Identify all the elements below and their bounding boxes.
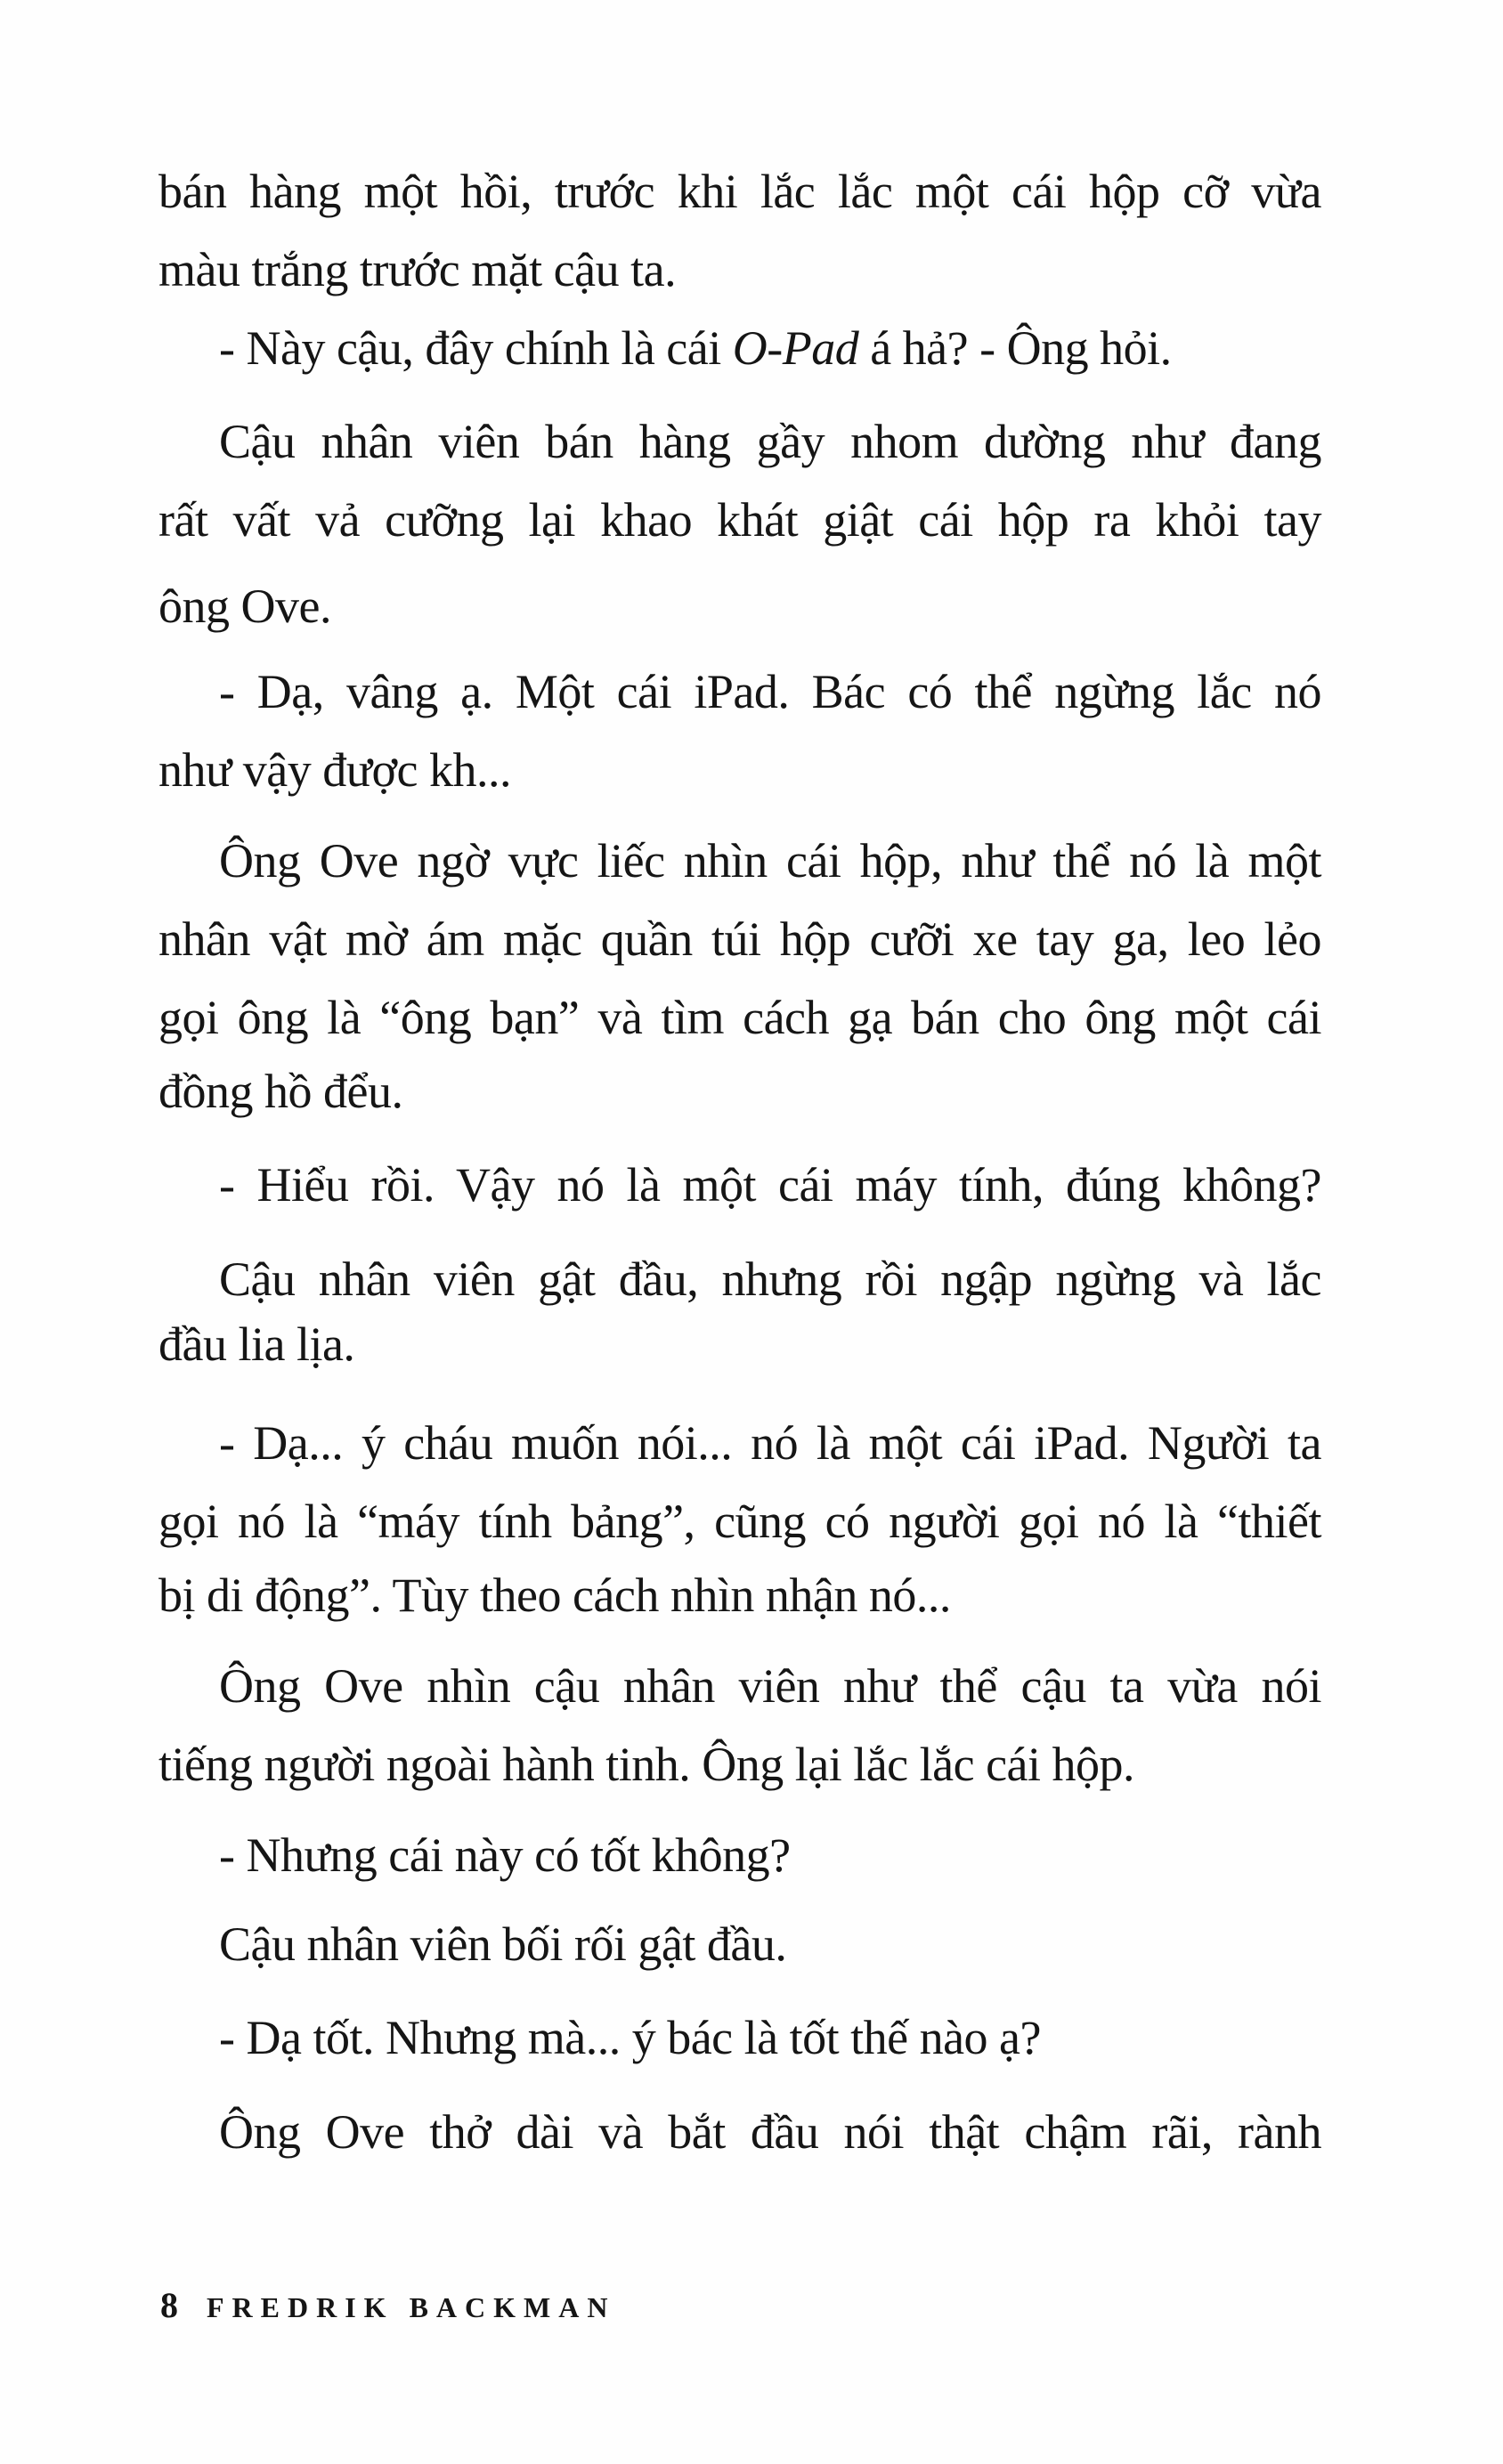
running-author: FREDRIK BACKMAN (207, 2291, 616, 2323)
text-segment: - Hiểu rồi. Vậy nó là một cái máy tính, đúng không? (219, 1158, 1321, 1212)
text-line (158, 739, 1321, 801)
text-line (219, 1655, 1321, 1717)
text-segment: á hả? - Ông hỏi. (858, 321, 1172, 375)
text-segment: - Dạ... ý cháu muốn nói... nó là một cái iPad. Người ta (219, 1416, 1321, 1470)
page-number: 8 (160, 2285, 178, 2325)
text-segment: - Dạ tốt. Nhưng mà... ý bác là tốt thế nào ạ? (219, 2011, 1041, 2064)
text-line (158, 1733, 1321, 1795)
text-segment: bị di động”. Tùy theo cách nhìn nhận nó... (158, 1568, 951, 1622)
text-segment: Ông Ove nhìn cậu nhân viên như thể cậu ta vừa nói (219, 1659, 1321, 1713)
text-line (158, 489, 1321, 551)
italic-term: O-Pad (732, 321, 859, 375)
text-line (158, 1490, 1321, 1552)
text-segment: Cậu nhân viên bối rối gật đầu. (219, 1917, 787, 1971)
text-line (219, 2006, 1321, 2069)
text-segment: - Nhưng cái này có tốt không? (219, 1828, 791, 1882)
text-line (158, 160, 1321, 223)
text-line (219, 317, 1321, 379)
text-line (219, 1412, 1321, 1474)
text-segment: gọi ông là “ông bạn” và tìm cách gạ bán cho ông một cái (158, 991, 1321, 1044)
text-line (158, 986, 1321, 1049)
text-segment: tiếng người ngoài hành tinh. Ông lại lắc lắc cái hộp. (158, 1738, 1135, 1791)
text-segment: - Này cậu, đây chính là cái (219, 321, 733, 375)
text-segment: Ông Ove thở dài và bắt đầu nói thật chậm rãi, rành (219, 2105, 1321, 2159)
text-line (158, 908, 1321, 970)
text-segment: Ông Ove ngờ vực liếc nhìn cái hộp, như thể nó là một (219, 834, 1321, 888)
text-line (158, 239, 1321, 301)
text-line (219, 661, 1321, 723)
text-line (158, 1313, 1321, 1375)
text-line (158, 1564, 1321, 1626)
text-line (219, 2101, 1321, 2163)
text-segment: đồng hồ đểu. (158, 1065, 403, 1118)
text-segment: - Dạ, vâng ạ. Một cái iPad. Bác có thể ngừng lắc nó (219, 665, 1321, 718)
text-line (158, 575, 1321, 637)
text-line (219, 1248, 1321, 1310)
text-segment: Cậu nhân viên bán hàng gầy nhom dường như đang (219, 415, 1321, 468)
text-line (219, 410, 1321, 473)
text-line (219, 830, 1321, 892)
text-segment: như vậy được kh... (158, 743, 512, 797)
text-line (219, 1154, 1321, 1216)
text-segment: bán hàng một hồi, trước khi lắc lắc một cái hộp cỡ vừa (158, 165, 1321, 218)
text-line (219, 1824, 1321, 1886)
text-segment: ông Ove. (158, 580, 331, 633)
text-segment: màu trắng trước mặt cậu ta. (158, 243, 677, 296)
text-segment: Cậu nhân viên gật đầu, nhưng rồi ngập ngừng và lắc (219, 1252, 1321, 1306)
text-segment: rất vất vả cưỡng lại khao khát giật cái hộp ra khỏi tay (158, 493, 1321, 547)
text-segment: đầu lia lịa. (158, 1317, 355, 1371)
text-segment: nhân vật mờ ám mặc quần túi hộp cưỡi xe tay ga, leo lẻo (158, 912, 1321, 966)
page-footer (160, 2279, 615, 2332)
text-line (219, 1913, 1321, 1975)
text-line (158, 1060, 1321, 1123)
text-segment: gọi nó là “máy tính bảng”, cũng có người gọi nó là “thiết (158, 1495, 1321, 1548)
